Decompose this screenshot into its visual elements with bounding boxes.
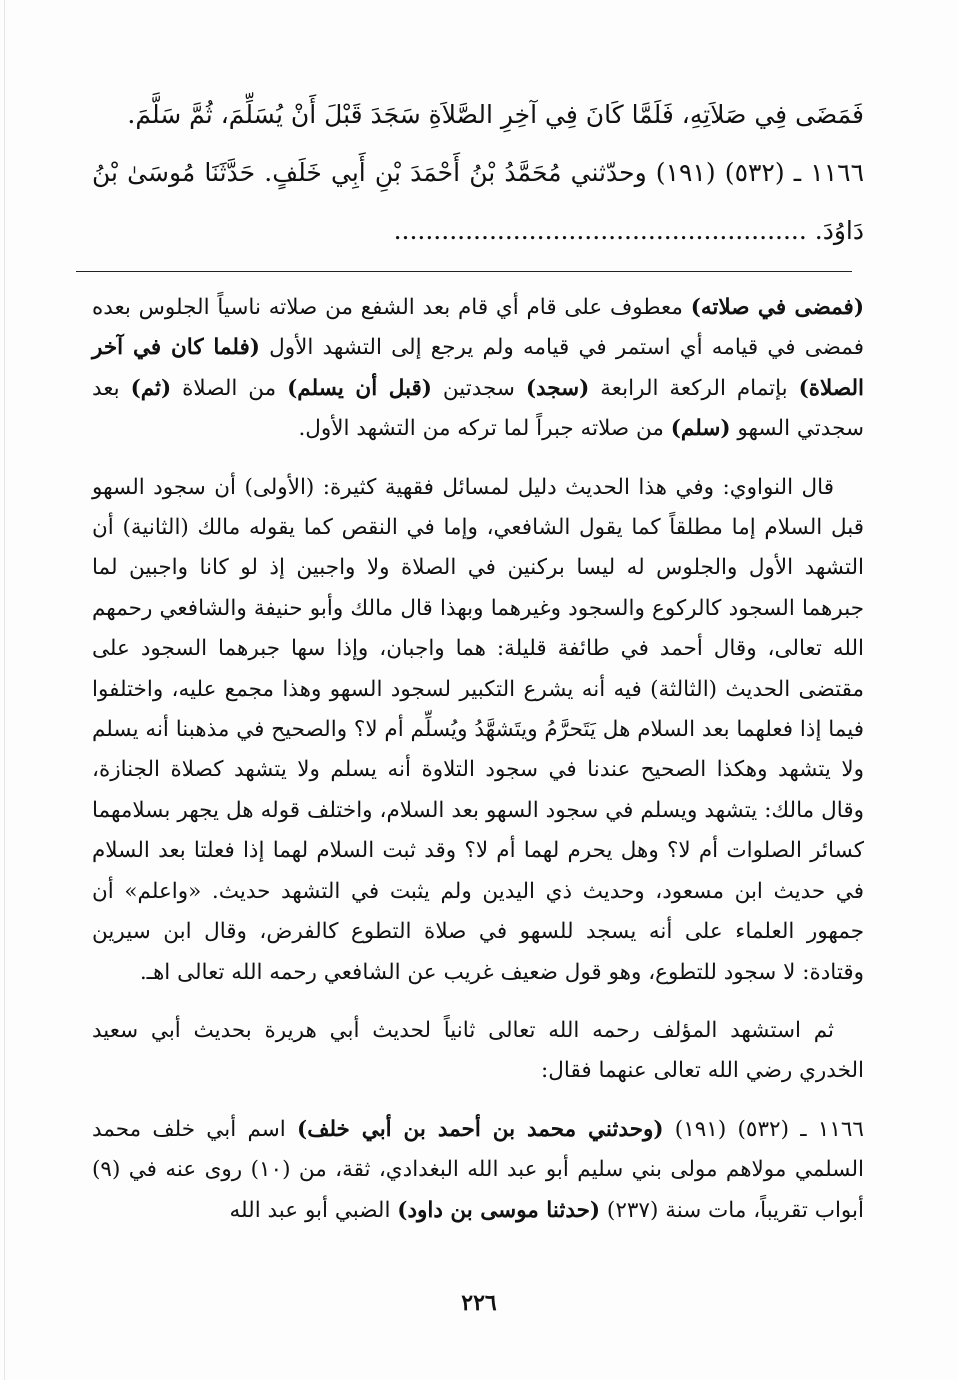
commentary-paragraph-2: قال النواوي: وفي هذا الحديث دليل لمسائل فقهية كثيرة: (الأولى) أن سجود السهو قبل السلام إما مطلقاً كما يقول الشافعي، وإما في النقص كما يقوله مالك (الثانية) أن التشهد الأول والجلوس له ليسا بركنين في الصلاة ولا واجبين إذ لو كانا واجبين لما جبرهما السجود كالركوع والسجود وغيرهما وبهذا قال مالك وأبو حنيفة والشافعي رحمهم الله تعالى، وقال أحمد في طائفة قليلة: هما واجبان، وإذا سها جبرهما السجود على مقتضى الحديث (الثالثة) فيه أنه يشرع التكبير لسجود السهو وهذا مجمع عليه، واختلفوا فيما إذا فعلهما بعد السلام هل يَتَحرَّمُ ويتَشهَّدُ ويُسلِّم أم لا؟ والصحيح في مذهبنا أنه يسلم ولا يتشهد وهكذا الصحيح عندنا في سجود التلاوة أنه يسلم ولا يتشهد كصلاة الجنازة، وقال مالك: يتشهد ويسلم في سجود السهو بعد السلام، واختلف قوله هل يجهر بسلامهما كسائر الصلوات أم لا؟ وهل يحرم لهما أم لا؟ وقد ثبت السلام لهما إذا فعلتا بعد السلام في حديث ابن مسعود، وحديث ذي اليدين ولم يثبت في التشهد حديث. «واعلم» أن جمهور العلماء على أنه يسجد للسهو في صلاة التطوع كالفرض، وقال ابن سيرين وقتادة: لا سجود للتطوع، وهو قول ضعيف غريب عن الشافعي رحمه الله تعالى اهـ. (92, 474, 864, 985)
commentary-text: بإتمام الركعة الرابعة (589, 375, 799, 401)
commentary-paragraph-4 (92, 1110, 864, 1231)
commentary-paragraph-3: ثم استشهد المؤلف رحمه الله تعالى ثانياً لحديث أبي هريرة بحديث أبي سعيد الخدري رضي الله تعالى عنهما فقال: (92, 1017, 864, 1084)
hadith-isnad: ١١٦٦ ـ (٥٣٢) (١٩١) وحدّثني مُحَمَّدُ بْنُ أَحْمَدَ بْنِ أَبِي خَلَفٍ. حَدَّثَنَا مُوسَىٰ بْنُ دَاوُدَ. (92, 158, 864, 245)
commentary-text: معطوف على قام أي قام بعد الشفع من صلاته ناسياً الجلوس بعده فمضى في قيامه أي استمر في قيامه ولم يرجع إلى التشهد الأول (92, 295, 864, 361)
commentary-text: سجدتين (431, 375, 526, 401)
commentary-text: من صلاته جبراً لما تركه من التشهد الأول. (298, 416, 671, 442)
hadith-text-block (92, 86, 864, 260)
commentary-text: من الصلاة (171, 375, 288, 401)
bold-term: (فلما كان في آخر الصلاة) (92, 335, 865, 401)
bold-term: (سجد) (525, 375, 590, 401)
commentary-text: اسم أبي خلف محمد السلمي مولاهم مولى بني سليم أبو عبد الله البغدادي، ثقة، من (١٠) روى عنه في (٩) أبواب تقريباً، مات سنة (٢٣٧) (92, 1116, 864, 1223)
commentary-paragraph-1 (92, 288, 864, 450)
bold-term: (سلم) (670, 416, 731, 442)
commentary-text: بعد سجدتي السهو (92, 375, 864, 442)
page-number: ٢٢٦ (461, 1290, 497, 1316)
hadith-line-1: فَمَضَى فِي صَلاَتِهِ، فَلَمَّا كَانَ فِي آخِرِ الصَّلاَةِ سَجَدَ قَبْلَ أَنْ يُسَلِّمَ، ثُمَّ سَلَّمَ. (127, 100, 864, 129)
commentary-text: ١١٦٦ ـ (٥٣٢) (١٩١) (663, 1116, 864, 1142)
commentary-block (92, 288, 864, 1249)
hadith-line-2 (92, 144, 864, 260)
page-edge-line (4, 0, 5, 1380)
bold-term: (وحدثني محمد بن أحمد بن أبي خلف) (297, 1116, 664, 1142)
ellipsis-dots: .................................................... (393, 216, 807, 245)
bold-term: (قبل أن يسلم) (287, 375, 432, 401)
bold-term: (ثم) (130, 375, 172, 401)
bold-term: (فمضى في صلاته) (690, 295, 864, 320)
footnote-separator (76, 271, 852, 272)
commentary-text: الضبي أبو عبد الله (229, 1197, 398, 1223)
bold-term: (حدثنا موسى بن داود) (397, 1197, 601, 1223)
